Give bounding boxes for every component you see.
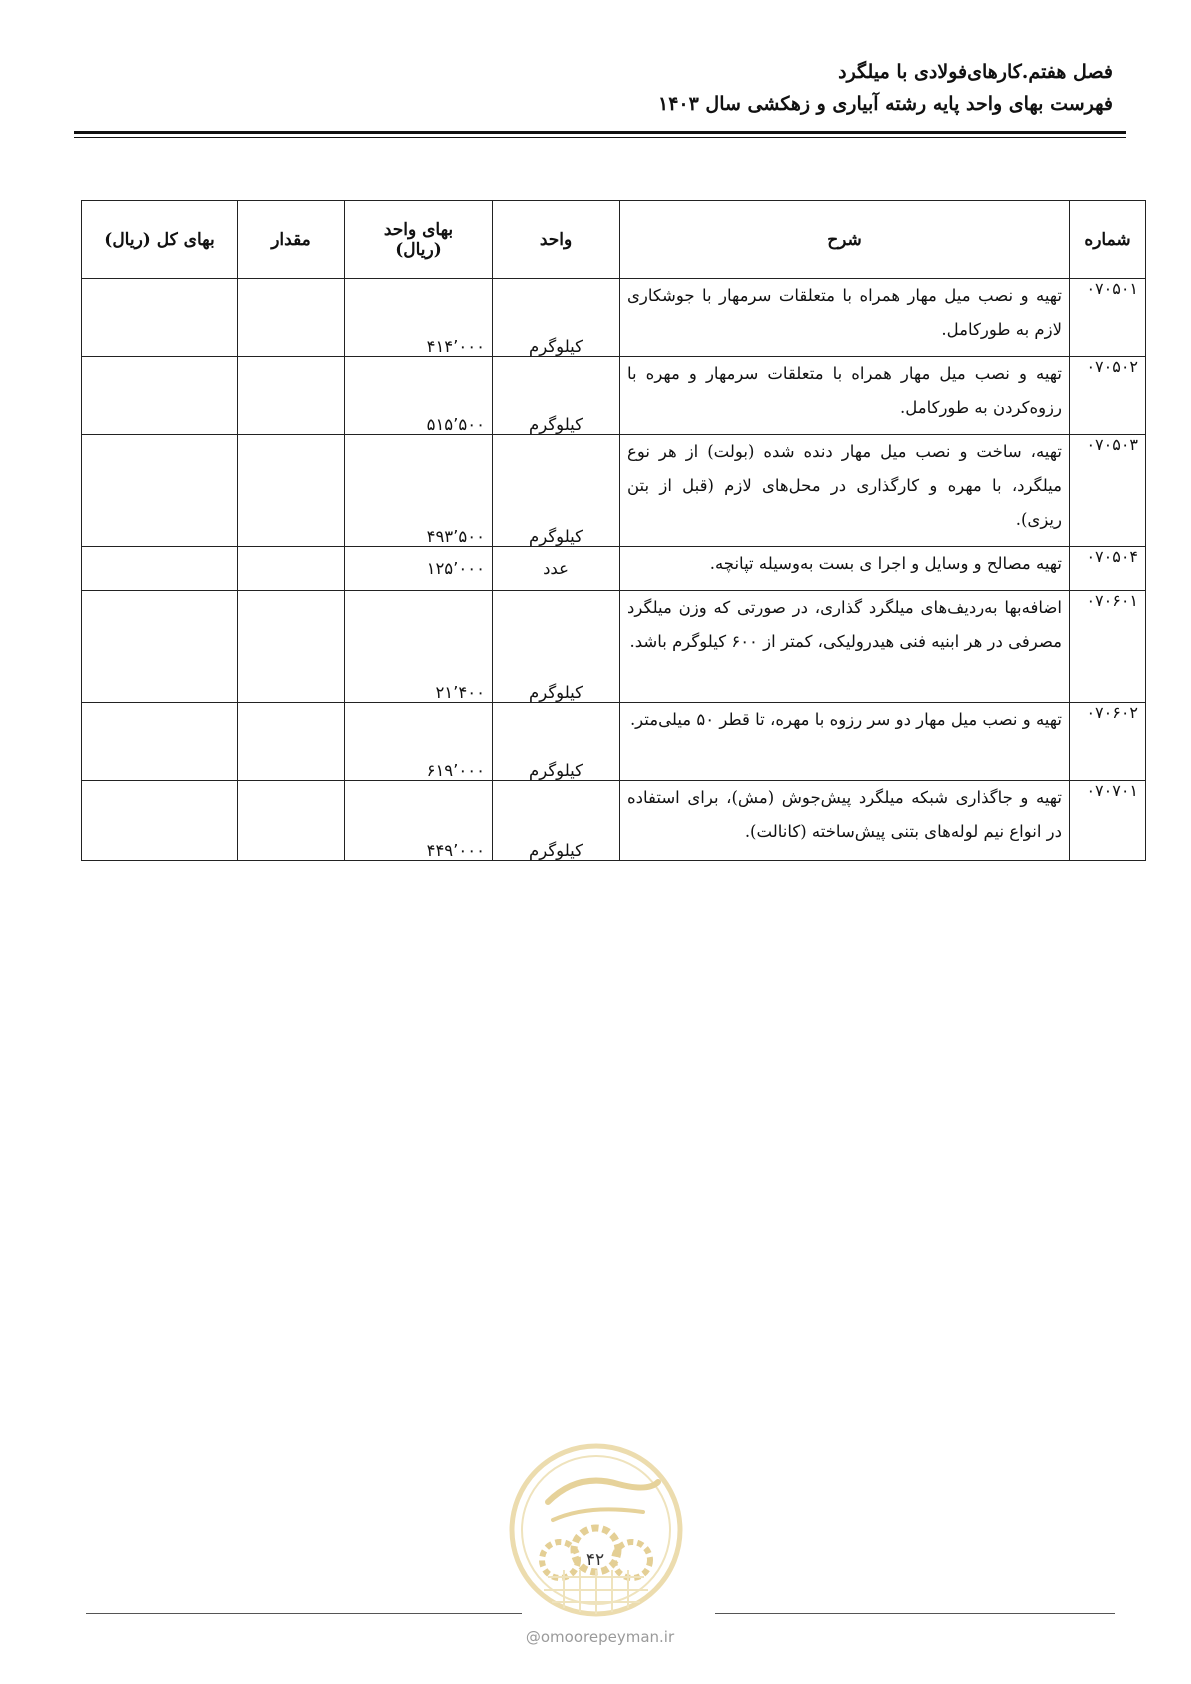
item-unit-price: ۲۱٬۴۰۰ bbox=[345, 591, 493, 703]
item-quantity bbox=[238, 703, 345, 781]
header-total: بهای کل (ریال) bbox=[82, 201, 238, 279]
item-total bbox=[82, 781, 238, 861]
table-row bbox=[82, 435, 1146, 547]
page-number: ۴۲ bbox=[585, 1550, 605, 1570]
item-unit: کیلوگرم bbox=[493, 781, 620, 861]
header-rule-thin bbox=[74, 137, 1126, 138]
item-quantity bbox=[238, 547, 345, 591]
footer-rule-right bbox=[715, 1613, 1115, 1614]
item-description: تهیه، ساخت و نصب میل مهار دنده شده (بولت) از هر نوع میلگرد، با مهره و کارگذاری در محل‌های لازم (قبل از بتن ریزی). bbox=[620, 435, 1070, 547]
item-unit-price: ۱۲۵٬۰۰۰ bbox=[345, 547, 493, 591]
item-description: تهیه و نصب میل مهار همراه با متعلقات سرمهار و مهره با رزوه‌کردن به طورکامل. bbox=[620, 357, 1070, 435]
item-code: ۰۷۰۵۰۳ bbox=[1070, 435, 1146, 547]
table-row bbox=[82, 357, 1146, 435]
table-row bbox=[82, 591, 1146, 703]
table-row bbox=[82, 703, 1146, 781]
item-code: ۰۷۰۵۰۲ bbox=[1070, 357, 1146, 435]
header-unit: واحد bbox=[493, 201, 620, 279]
item-total bbox=[82, 279, 238, 357]
header-quantity: مقدار bbox=[238, 201, 345, 279]
item-unit-price: ۵۱۵٬۵۰۰ bbox=[345, 357, 493, 435]
item-unit: کیلوگرم bbox=[493, 591, 620, 703]
item-quantity bbox=[238, 357, 345, 435]
header-unit-price bbox=[345, 201, 493, 279]
header-code: شماره bbox=[1070, 201, 1146, 279]
footer-rule-left bbox=[86, 1613, 522, 1614]
item-unit: عدد bbox=[493, 547, 620, 591]
item-unit: کیلوگرم bbox=[493, 435, 620, 547]
item-description: تهیه مصالح و وسایل و اجرا ی بست به‌وسیله تپانچه. bbox=[620, 547, 1070, 591]
item-unit-price: ۴۱۴٬۰۰۰ bbox=[345, 279, 493, 357]
item-description: تهیه و نصب میل مهار دو سر رزوه با مهره، تا قطر ۵۰ میلی‌متر. bbox=[620, 703, 1070, 781]
item-quantity bbox=[238, 279, 345, 357]
item-code: ۰۷۰۶۰۱ bbox=[1070, 591, 1146, 703]
document-subtitle: فهرست بهای واحد پایه رشته آبیاری و زهکشی سال ۱۴۰۳ bbox=[657, 93, 1113, 115]
price-list-table bbox=[81, 200, 1146, 861]
watermark-logo bbox=[508, 1442, 684, 1618]
table-row bbox=[82, 547, 1146, 591]
item-description: تهیه و نصب میل مهار همراه با متعلقات سرمهار با جوشکاری لازم به طورکامل. bbox=[620, 279, 1070, 357]
item-code: ۰۷۰۵۰۱ bbox=[1070, 279, 1146, 357]
table-row bbox=[82, 781, 1146, 861]
item-total bbox=[82, 591, 238, 703]
item-quantity bbox=[238, 591, 345, 703]
item-unit-price: ۶۱۹٬۰۰۰ bbox=[345, 703, 493, 781]
item-unit-price: ۴۹۳٬۵۰۰ bbox=[345, 435, 493, 547]
header-rule-thick bbox=[74, 131, 1126, 134]
item-total bbox=[82, 547, 238, 591]
header-unit-price-title: بهای واحد bbox=[383, 219, 454, 240]
item-total bbox=[82, 435, 238, 547]
item-code: ۰۷۰۷۰۱ bbox=[1070, 781, 1146, 861]
item-description: اضافه‌بها به‌ردیف‌های میلگرد گذاری، در صورتی که وزن میلگرد مصرفی در هر ابنیه فنی هیدرولیکی، کمتر از ۶۰۰ کیلوگرم باشد. bbox=[620, 591, 1070, 703]
item-unit: کیلوگرم bbox=[493, 279, 620, 357]
item-code: ۰۷۰۵۰۴ bbox=[1070, 547, 1146, 591]
header-description: شرح bbox=[620, 201, 1070, 279]
header-unit-price-currency: (ریال) bbox=[395, 239, 442, 260]
item-unit-price: ۴۴۹٬۰۰۰ bbox=[345, 781, 493, 861]
item-quantity bbox=[238, 435, 345, 547]
table-header-row bbox=[82, 201, 1146, 279]
item-code: ۰۷۰۶۰۲ bbox=[1070, 703, 1146, 781]
website-watermark: @omoorepeyman.ir bbox=[525, 1628, 675, 1646]
item-total bbox=[82, 703, 238, 781]
item-unit: کیلوگرم bbox=[493, 357, 620, 435]
item-quantity bbox=[238, 781, 345, 861]
item-total bbox=[82, 357, 238, 435]
item-unit: کیلوگرم bbox=[493, 703, 620, 781]
page-header bbox=[78, 58, 1113, 118]
table-row bbox=[82, 279, 1146, 357]
item-description: تهیه و جاگذاری شبکه میلگرد پیش‌جوش (مش)، برای استفاده در انواع نیم لوله‌های بتنی پیش‌ساخته (کانالت). bbox=[620, 781, 1070, 861]
chapter-title: فصل هفتم.کارهای‌فولادی با میلگرد bbox=[838, 61, 1113, 83]
